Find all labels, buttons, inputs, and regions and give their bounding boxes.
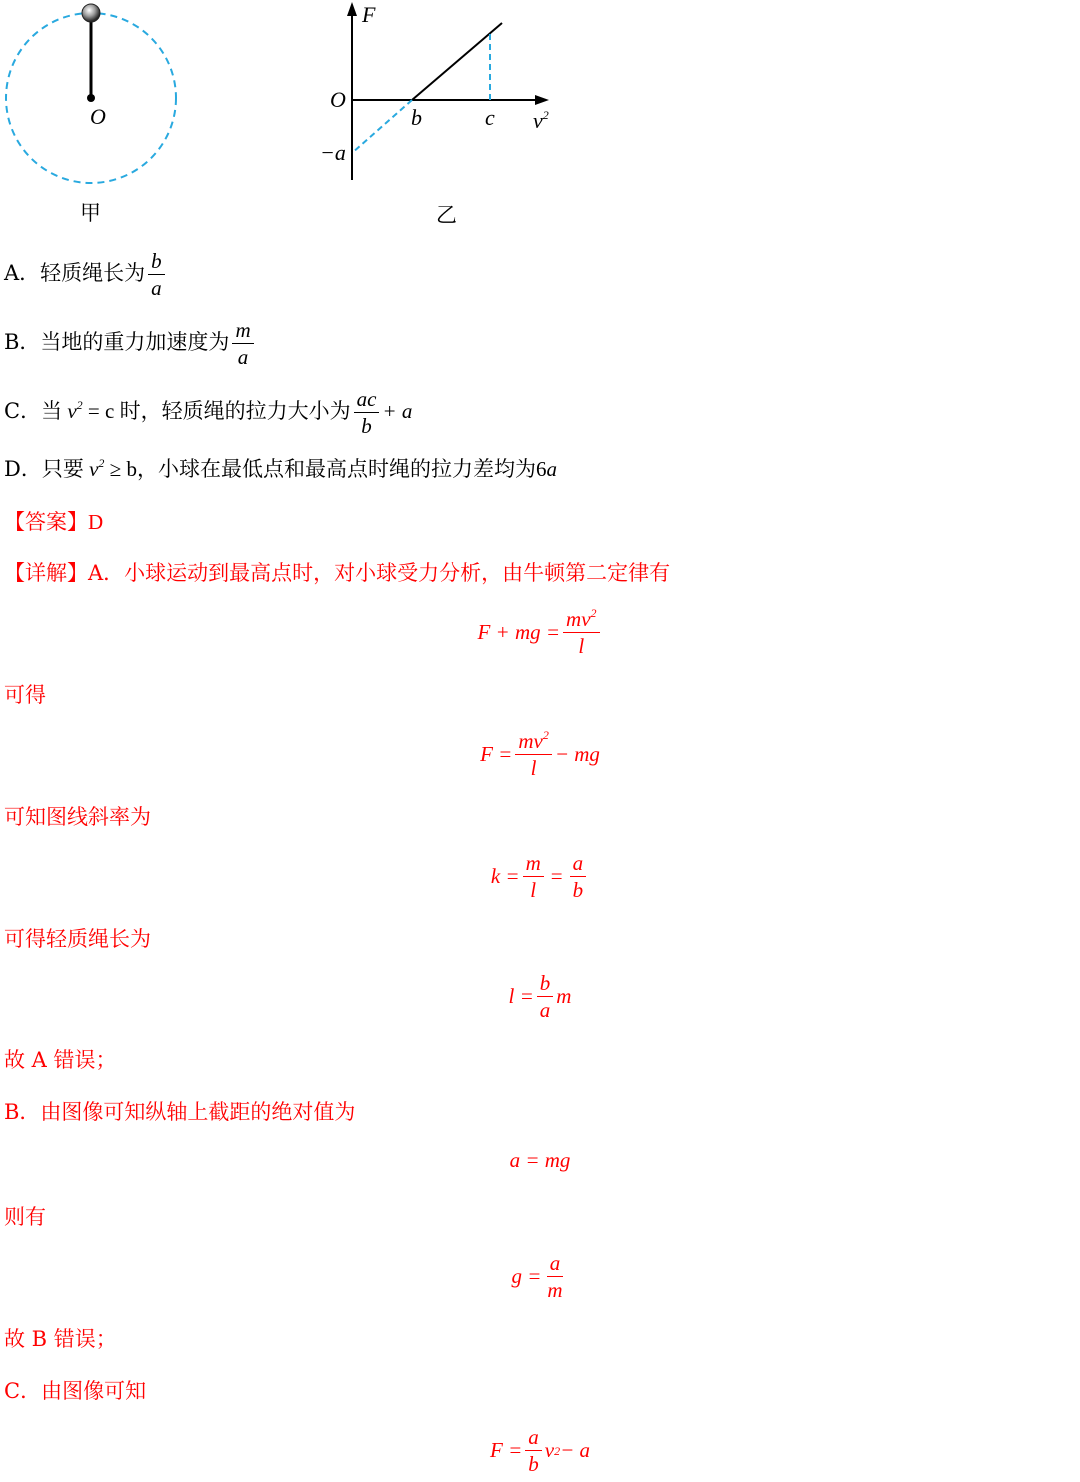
caption-jia: 甲 <box>80 201 101 225</box>
option-b-text: B．当地的重力加速度为 <box>4 330 230 354</box>
x-axis-arrow <box>535 95 549 105</box>
option-c-text: C．当 <box>4 399 63 423</box>
text-slope: 可知图线斜率为 <box>4 805 151 829</box>
graph-line-solid <box>412 23 502 100</box>
graph-line-extension <box>352 100 412 153</box>
option-b <box>4 313 257 371</box>
y-label-neg-a: −a <box>320 140 346 165</box>
option-c: C．当 $v^2 = c$ 时，轻质绳的拉力大小为 $\frac{ac}{b}$ + a <box>4 387 413 438</box>
option-c-fraction: $\frac{ac}{b}$ <box>354 386 380 439</box>
y-axis-label-f: F <box>362 2 376 27</box>
center-point <box>87 94 95 102</box>
option-a-fraction: $\frac{b}{a}$ <box>148 248 165 301</box>
explanation-label: 【详解】 <box>4 561 88 585</box>
option-d-text: D．只要 <box>4 457 84 481</box>
option-b-fraction: $\frac{m}{a}$ <box>232 317 253 370</box>
x-label-c: c <box>485 105 495 130</box>
equation-2: F = $\frac{mv^2}{l}$ − mg <box>480 728 600 780</box>
answer-line <box>4 508 103 536</box>
option-d: D．只要 $v^2 \ge b$，小球在最低点和最高点时绳的拉力差均为6a <box>4 456 557 481</box>
figure-jia <box>0 0 200 200</box>
equation-3: k = $\frac{m}{l}$ = $\frac{a}{b}$ <box>0 850 1080 903</box>
text-b-wrong: 故 B 错误； <box>4 1327 117 1351</box>
equation-5: a = mg <box>509 1148 571 1172</box>
x-label-b: b <box>411 105 422 130</box>
caption-yi: 乙 <box>436 203 457 227</box>
option-a <box>4 244 168 302</box>
explanation-c-intro: C．由图像可知 <box>4 1379 147 1403</box>
text-then: 则有 <box>4 1205 46 1229</box>
origin-label-o: O <box>330 87 346 112</box>
equation-6: g = $\frac{a}{m}$ <box>511 1251 563 1302</box>
equation-4: l = $\frac{b}{a}$ m <box>508 971 572 1022</box>
x-axis-label-v2: $v^2$ <box>533 108 549 133</box>
explanation-b-intro: B．由图像可知纵轴上截距的绝对值为 <box>4 1100 356 1124</box>
ball <box>82 4 100 22</box>
answer-value: D <box>88 510 104 534</box>
text-length: 可得轻质绳长为 <box>4 927 151 951</box>
equation-1: F + mg = $\frac{mv^2}{l}$ <box>0 606 1080 659</box>
answer-label: 【答案】 <box>4 510 88 534</box>
center-label-o: O <box>90 104 106 129</box>
equation-7: F = $\frac{a}{b}$ v 2 − a <box>490 1425 590 1476</box>
y-axis-arrow <box>347 2 357 16</box>
option-a-text: A．轻质绳长为 <box>4 261 146 285</box>
explanation-a-intro: 【详解】A．小球运动到最高点时，对小球受力分析，由牛顿第二定律有 <box>4 561 671 585</box>
text-kede: 可得 <box>4 683 46 707</box>
text-a-wrong: 故 A 错误； <box>4 1048 117 1072</box>
